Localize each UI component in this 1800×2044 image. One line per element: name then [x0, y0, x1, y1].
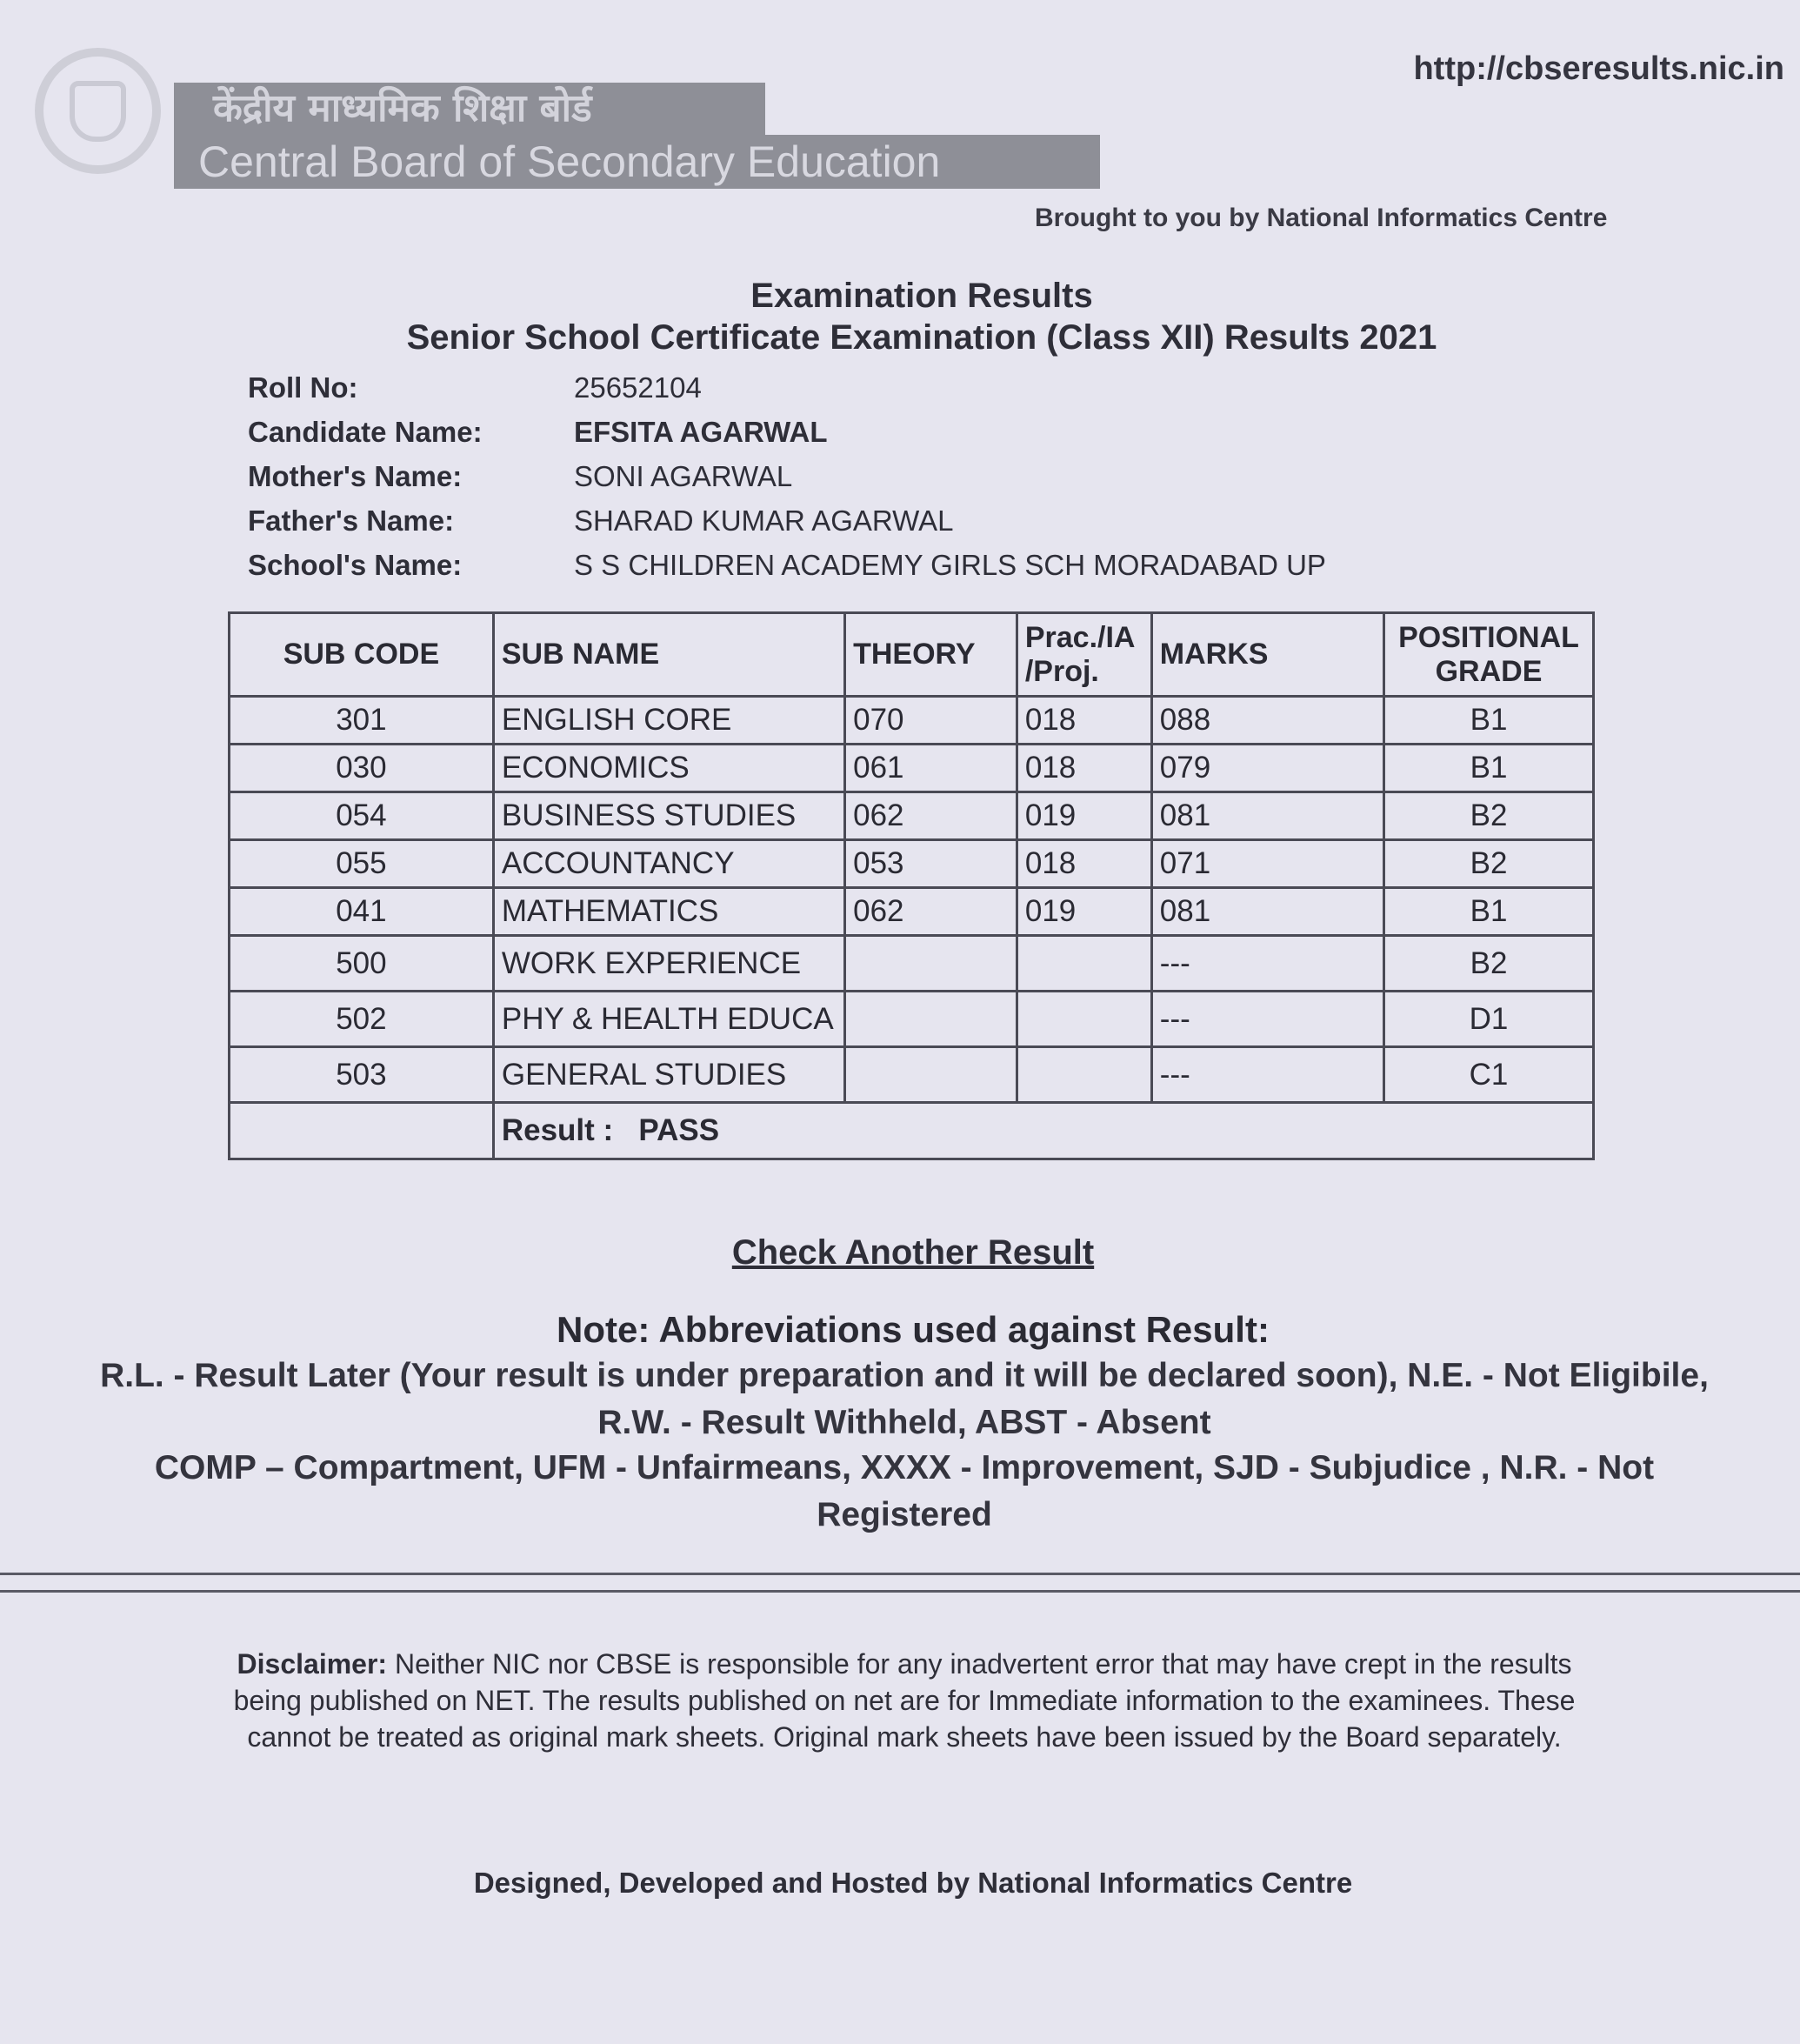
- disclaimer-label: Disclaimer:: [237, 1648, 388, 1680]
- sub-name-cell: MATHEMATICS: [493, 888, 844, 936]
- father-name: SHARAD KUMAR AGARWAL: [574, 504, 954, 537]
- table-row: [230, 792, 1594, 840]
- sub-code-cell: 055: [230, 840, 494, 888]
- theory-cell: 062: [845, 792, 1017, 840]
- sub-name-cell: WORK EXPERIENCE: [493, 936, 844, 992]
- sub-name-cell: GENERAL STUDIES: [493, 1047, 844, 1103]
- prac-cell: 018: [1017, 840, 1151, 888]
- table-header-row: [230, 613, 1594, 697]
- candidate-details: [248, 365, 1726, 587]
- emblem-icon: [70, 81, 126, 142]
- page-title: Examination Results: [750, 277, 1093, 315]
- result-cell: [493, 1103, 1593, 1159]
- marks-cell: ---: [1151, 936, 1383, 992]
- grade-cell: B1: [1384, 697, 1594, 745]
- table-row: [230, 697, 1594, 745]
- table-row: [230, 992, 1594, 1047]
- grade-cell: B2: [1384, 840, 1594, 888]
- site-url[interactable]: http://cbseresults.nic.in: [1413, 50, 1784, 87]
- result-empty-cell: [230, 1103, 494, 1159]
- result-value: PASS: [638, 1113, 720, 1147]
- marks-table: [228, 611, 1595, 1160]
- marks-cell: ---: [1151, 992, 1383, 1047]
- disclaimer: [217, 1646, 1591, 1755]
- marks-cell: 088: [1151, 697, 1383, 745]
- marks-cell: ---: [1151, 1047, 1383, 1103]
- marks-cell: 081: [1151, 888, 1383, 936]
- theory-cell: [845, 992, 1017, 1047]
- prac-cell: 019: [1017, 888, 1151, 936]
- header-grade: [1384, 613, 1594, 697]
- detail-label: Father's Name:: [248, 504, 455, 537]
- table-row: [230, 840, 1594, 888]
- detail-row-father-name: [248, 498, 1726, 543]
- divider: [0, 1573, 1800, 1575]
- grade-cell: B2: [1384, 936, 1594, 992]
- detail-row-candidate-name: [248, 410, 1726, 454]
- disclaimer-text: Neither NIC nor CBSE is responsible for any inadvertent error that may have crept in the results being published on NET. The results published on net are for Immediate information to the examinees. These cannot be treated as original mark sheets. Original mark sheets have been issued by the Board separately.: [233, 1648, 1576, 1753]
- exam-subtitle: Senior School Certificate Examination (Class XII) Results 2021: [406, 318, 1437, 357]
- marks-cell: 081: [1151, 792, 1383, 840]
- theory-cell: 062: [845, 888, 1017, 936]
- sub-name-cell: ACCOUNTANCY: [493, 840, 844, 888]
- marks-cell: 071: [1151, 840, 1383, 888]
- table-row: [230, 745, 1594, 792]
- theory-cell: [845, 936, 1017, 992]
- sub-code-cell: 041: [230, 888, 494, 936]
- header-grade-line1: POSITIONAL: [1398, 620, 1579, 654]
- theory-cell: [845, 1047, 1017, 1103]
- prac-cell: [1017, 936, 1151, 992]
- header-prac-line2: /Proj.: [1024, 654, 1099, 688]
- detail-label: Candidate Name:: [248, 415, 483, 448]
- detail-row-roll-no: [248, 365, 1726, 410]
- grade-cell: C1: [1384, 1047, 1594, 1103]
- header-sub-name: SUB NAME: [493, 613, 844, 697]
- theory-cell: 053: [845, 840, 1017, 888]
- roll-number: 25652104: [574, 371, 702, 404]
- detail-row-school-name: [248, 543, 1726, 587]
- sub-code-cell: 502: [230, 992, 494, 1047]
- header-theory: THEORY: [845, 613, 1017, 697]
- prac-cell: 018: [1017, 697, 1151, 745]
- prac-cell: 018: [1017, 745, 1151, 792]
- sub-name-cell: ENGLISH CORE: [493, 697, 844, 745]
- board-name-hindi: केंद्रीय माध्यमिक शिक्षा बोर्ड: [174, 83, 765, 135]
- header-marks: MARKS: [1151, 613, 1383, 697]
- detail-label: Roll No:: [248, 371, 358, 404]
- cbse-logo-emblem: [35, 48, 161, 174]
- theory-cell: 061: [845, 745, 1017, 792]
- grade-cell: D1: [1384, 992, 1594, 1047]
- table-row: [230, 888, 1594, 936]
- sub-code-cell: 500: [230, 936, 494, 992]
- header-prac-line1: Prac./IA: [1024, 620, 1136, 654]
- sub-name-cell: PHY & HEALTH EDUCA: [493, 992, 844, 1047]
- prac-cell: [1017, 1047, 1151, 1103]
- detail-label: School's Name:: [248, 548, 463, 581]
- table-row: [230, 1047, 1594, 1103]
- check-another-result-link[interactable]: Check Another Result: [731, 1233, 1095, 1272]
- grade-cell: B1: [1384, 888, 1594, 936]
- divider: [0, 1590, 1800, 1593]
- note-line: R.L. - Result Later (Your result is under preparation and it will be declared soon), N.E. - Not Eligibile,: [100, 1357, 1709, 1394]
- candidate-name: EFSITA AGARWAL: [574, 415, 828, 448]
- theory-cell: 070: [845, 697, 1017, 745]
- sub-code-cell: 503: [230, 1047, 494, 1103]
- sub-name-cell: ECONOMICS: [493, 745, 844, 792]
- prac-cell: 019: [1017, 792, 1151, 840]
- header-sub-code: SUB CODE: [230, 613, 494, 697]
- note-line: COMP – Compartment, UFM - Unfairmeans, XXXX - Improvement, SJD - Subjudice , N.R. - Not: [154, 1449, 1655, 1486]
- school-name: S S CHILDREN ACADEMY GIRLS SCH MORADABAD UP: [574, 548, 1326, 581]
- sub-code-cell: 054: [230, 792, 494, 840]
- footer-credit: Designed, Developed and Hosted by National Informatics Centre: [473, 1867, 1353, 1899]
- header-prac: [1017, 613, 1151, 697]
- mother-name: SONI AGARWAL: [574, 459, 793, 492]
- result-row: [230, 1103, 1594, 1159]
- sub-code-cell: 030: [230, 745, 494, 792]
- prac-cell: [1017, 992, 1151, 1047]
- grade-cell: B2: [1384, 792, 1594, 840]
- grade-cell: B1: [1384, 745, 1594, 792]
- note-line: R.W. - Result Withheld, ABST - Absent: [597, 1404, 1211, 1441]
- sub-code-cell: 301: [230, 697, 494, 745]
- brought-by-text: Brought to you by National Informatics Centre: [1035, 204, 1608, 232]
- header-grade-line2: GRADE: [1435, 654, 1543, 688]
- note-line: Registered: [817, 1496, 992, 1533]
- result-label: Result :: [501, 1113, 614, 1147]
- detail-row-mother-name: [248, 454, 1726, 498]
- detail-label: Mother's Name:: [248, 459, 463, 492]
- sub-name-cell: BUSINESS STUDIES: [493, 792, 844, 840]
- board-name-english: Central Board of Secondary Education: [174, 135, 1100, 189]
- marks-cell: 079: [1151, 745, 1383, 792]
- table-row: [230, 936, 1594, 992]
- note-heading: Note: Abbreviations used against Result:: [557, 1309, 1270, 1350]
